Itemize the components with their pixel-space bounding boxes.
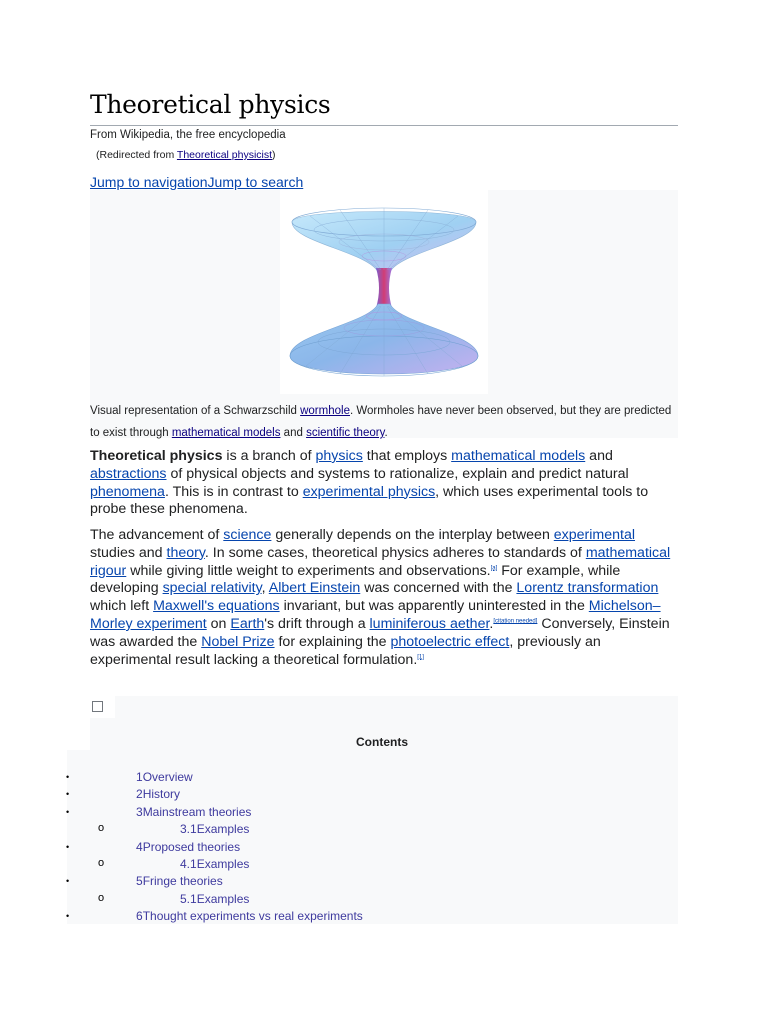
text-run: on (206, 615, 231, 632)
article-link[interactable]: Albert Einstein (268, 580, 361, 597)
toc-item-label: Proposed theories (142, 839, 241, 854)
toc-item-number: 4.1 (180, 857, 197, 871)
article-link[interactable]: phenomena (90, 483, 165, 500)
article-link[interactable]: theory (166, 544, 205, 561)
text-run: of physical objects and systems to rationalize, explain and predict natural (166, 465, 629, 482)
text-run: For example, while developing (90, 562, 621, 597)
title-divider (90, 125, 678, 126)
article-link[interactable]: physics (315, 448, 363, 464)
article-link[interactable]: mathematical models (451, 448, 586, 464)
toc-bullet: • (66, 806, 70, 817)
article-link[interactable]: Earth (230, 615, 265, 632)
toc-bullet: • (66, 911, 70, 922)
toc-item-label: Examples (196, 857, 250, 871)
text-run: generally depends on the interplay between (271, 527, 554, 543)
text-run: , (261, 580, 269, 597)
toc-item-number: 5.1 (180, 891, 197, 906)
toc-item-number: 6 (136, 909, 143, 924)
text-run: . Wormholes have never been observed, but they are predicted to exist through (90, 405, 672, 439)
text-run: while giving little weight to experiments and observations. (126, 562, 491, 579)
article-link[interactable]: Nobel Prize (201, 633, 275, 650)
toc-bullet: • (66, 841, 70, 852)
article-link[interactable]: Lorentz transformation (516, 580, 659, 597)
jump-to-search-link[interactable]: Jump to search (207, 174, 304, 190)
article-link[interactable]: special relativity (162, 580, 262, 597)
text-run: . In some cases, theoretical physics adheres to standards of (204, 544, 586, 561)
wormhole-image[interactable] (280, 190, 488, 394)
toc-item-number: 3.1 (180, 822, 197, 837)
article-link[interactable]: photoelectric effect (390, 633, 510, 650)
text-run: , which uses experimental tools to probe these phenomena. (90, 483, 649, 518)
article-link[interactable]: abstractions (90, 465, 167, 482)
toc-bullet: • (66, 772, 70, 782)
text-run: which left (90, 598, 154, 615)
toc-item[interactable] (180, 822, 249, 836)
wormhole-diagram-icon (280, 190, 488, 394)
toc-item-label: Mainstream theories (142, 804, 252, 819)
text-run: and (585, 448, 613, 464)
toc-item-label: Overview (142, 770, 193, 784)
text-run: Conversely, Einstein was awarded the (90, 615, 670, 650)
article-link[interactable]: Maxwell's equations (153, 598, 280, 615)
toc-sub-bullet: o (98, 857, 105, 869)
text-run: . This is in contrast to (164, 483, 303, 500)
text-run: , previously an experimental result lacking a theoretical formulation. (90, 633, 601, 668)
toc-item-number: 3 (136, 804, 143, 819)
text-run: 's drift through a (264, 615, 370, 632)
toc-item[interactable] (136, 874, 223, 888)
text-run: was concerned with the (360, 580, 517, 597)
article-link[interactable]: Michelson–Morley experiment (90, 598, 661, 632)
reference-link[interactable]: [1] (417, 653, 424, 660)
article-link[interactable]: experimental physics (302, 483, 436, 500)
toc-item-label: Examples (196, 822, 250, 837)
toc-bullet: • (66, 876, 70, 887)
toc-item[interactable] (136, 909, 363, 923)
text-run: for explaining the (274, 633, 391, 650)
redirect-suffix: ) (272, 149, 276, 161)
toc-title: Contents (356, 735, 408, 749)
article-link[interactable]: mathematical rigour (90, 544, 671, 579)
toc-item-number: 2 (136, 787, 143, 802)
toc-item[interactable] (136, 805, 251, 819)
jump-to-navigation-link[interactable]: Jump to navigation (90, 174, 208, 190)
text-run: is a branch of (222, 448, 316, 464)
toc-item[interactable] (136, 787, 180, 801)
site-tagline: From Wikipedia, the free encyclopedia (90, 129, 286, 141)
toc-bullet: • (66, 789, 70, 800)
redirect-prefix: (Redirected from (96, 149, 177, 161)
text-run: that employs (362, 448, 452, 464)
toc-item-number: 1 (136, 770, 143, 784)
reference-link[interactable]: [a] (490, 564, 498, 571)
toc-item-label: History (142, 787, 181, 802)
text-run: . (489, 615, 494, 632)
article-link[interactable]: luminiferous aether (369, 615, 490, 632)
redirect-notice (96, 149, 276, 161)
toc-item[interactable] (180, 892, 249, 906)
figure-thumbnail (90, 190, 678, 438)
text-run: Visual representation of a Schwarzschild (90, 405, 301, 417)
toc-item-number: 4 (136, 839, 143, 854)
toc-sub-bullet: o (98, 891, 105, 904)
redirect-source-link[interactable]: Theoretical physicist (176, 149, 273, 161)
toc-item-label: Examples (196, 891, 250, 906)
toc-sub-bullet: o (98, 822, 105, 835)
toc-item-label: Thought experiments vs real experiments (142, 909, 363, 924)
page-title: Theoretical physics (90, 90, 331, 119)
toc-list-background (67, 750, 90, 924)
text-run: invariant, but was apparently uninterested in the (279, 598, 589, 615)
text-run: studies and (90, 544, 167, 561)
toc-item[interactable] (136, 840, 240, 854)
article-link[interactable]: mathematical models (171, 427, 281, 439)
toc-item-label: Fringe theories (142, 874, 223, 889)
jump-links (90, 174, 303, 190)
text-run: and (280, 427, 307, 439)
intro-paragraph (90, 448, 680, 519)
toc-item[interactable] (136, 770, 193, 784)
advancement-paragraph (90, 527, 680, 669)
article-link[interactable]: science (223, 527, 272, 543)
text-run: The advancement of (90, 527, 224, 543)
text-run: . (384, 427, 388, 439)
article-link[interactable]: scientific theory (306, 427, 385, 439)
article-link[interactable]: experimental (553, 527, 636, 543)
reference-link[interactable]: [citation needed] (493, 618, 538, 625)
bold-term: Theoretical physics (90, 448, 223, 464)
figure-caption (90, 400, 678, 444)
toc-item-number: 5 (136, 874, 143, 889)
article-link[interactable]: wormhole (300, 405, 350, 417)
toc-item[interactable] (180, 857, 249, 871)
toc-toggle-checkbox[interactable] (92, 701, 103, 712)
